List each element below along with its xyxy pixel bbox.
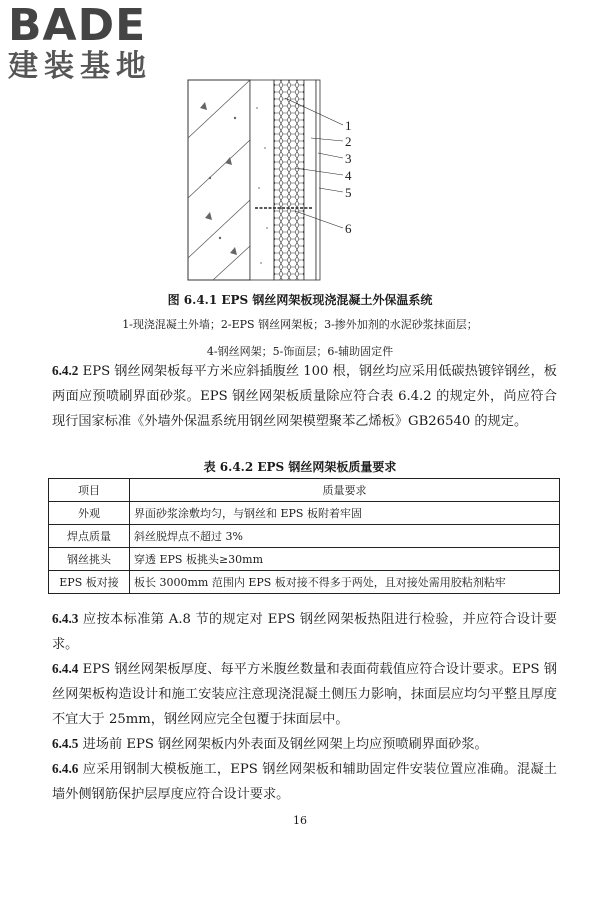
- clause-text: EPS 钢丝网架板每平方米应斜插腹丝 100 根，钢丝均应采用低碳热镀锌钢丝，板两面应预喷刷界面砂浆。EPS 钢丝网架板质量除应符合表 6.4.2 的规定外，尚应符合现行国家标准《外墙外保温系统用钢丝网架模塑聚苯乙烯板》GB26540 的规定。: [52, 364, 557, 429]
- clause-number: 6.4.6: [52, 761, 79, 776]
- cell-item: 外观: [49, 502, 130, 525]
- table-row: [49, 571, 560, 594]
- callout-4: 4: [345, 168, 352, 183]
- figure-caption: 图 6.4.1 EPS 钢丝网架板现浇混凝土外保温系统: [167, 293, 433, 307]
- figure-legend-line-2: 4-钢丝网架；5-饰面层；6-辅助固定件: [206, 345, 394, 358]
- cell-item: 钢丝挑头: [49, 548, 130, 571]
- wall-section-diagram: [185, 78, 385, 283]
- clause-number: 6.4.4: [52, 661, 79, 676]
- header-requirement: 质量要求: [130, 479, 560, 502]
- finish-layer: [316, 80, 320, 280]
- clause-number: 6.4.3: [52, 611, 79, 626]
- clause-6-4-2: [52, 358, 557, 434]
- logo-wordmark: BADE: [8, 0, 147, 51]
- table-caption: 表 6.4.2 EPS 钢丝网架板质量要求: [203, 460, 397, 474]
- figure-legend-line-1: 1-现浇混凝土外墙；2-EPS 钢丝网架板；3-掺外加剂的水泥砂浆抹面层；: [122, 318, 478, 331]
- callout-6: 6: [345, 221, 352, 236]
- logo-chinese-name: 建装基地: [8, 49, 152, 84]
- concrete-wall: [188, 80, 250, 280]
- callout-1: 1: [345, 118, 352, 133]
- table-row: [49, 525, 560, 548]
- callout-5: 5: [345, 185, 352, 200]
- header-item: 项目: [49, 479, 130, 502]
- cell-requirement: 斜丝脱焊点不超过 3%: [130, 525, 560, 548]
- page-number: 16: [293, 814, 307, 827]
- table-row: [49, 548, 560, 571]
- wire-mesh-layer: [274, 80, 304, 280]
- cell-item: EPS 板对接: [49, 571, 130, 594]
- eps-board: [250, 80, 274, 280]
- cell-requirement: 界面砂浆涂敷均匀，与钢丝和 EPS 板附着牢固: [130, 502, 560, 525]
- clause-text: EPS 钢丝网架板厚度、每平方米腹丝数量和表面荷载值应符合设计要求。EPS 钢丝网架板构造设计和施工安装应注意现浇混凝土侧压力影响，抹面层应均匀平整且厚度不宜大于 25mm，钢丝网应完全包覆于抹面层中。: [52, 662, 557, 727]
- table-header-row: [49, 479, 560, 502]
- table-row: [49, 502, 560, 525]
- clause-number: 6.4.5: [52, 736, 79, 751]
- cell-item: 焊点质量: [49, 525, 130, 548]
- mortar-layer: [304, 80, 316, 280]
- callout-3: 3: [345, 151, 352, 166]
- cell-requirement: 板长 3000mm 范围内 EPS 板对接不得多于两处，且对接处需用胶粘剂粘牢: [130, 571, 560, 594]
- clause-number: 6.4.2: [52, 363, 79, 378]
- clause-6-4-5: [52, 731, 557, 757]
- quality-requirements-table: [48, 478, 560, 594]
- clause-text: 应采用钢制大模板施工，EPS 钢丝网架板和辅助固定件安装位置应准确。混凝土墙外侧钢筋保护层厚度应符合设计要求。: [52, 762, 557, 802]
- clause-6-4-4: [52, 656, 557, 732]
- callout-2: 2: [345, 134, 352, 149]
- clause-text: 进场前 EPS 钢丝网架板内外表面及钢丝网架上均应预喷刷界面砂浆。: [78, 737, 488, 752]
- cell-requirement: 穿透 EPS 板挑头≥30mm: [130, 548, 560, 571]
- clause-6-4-3: [52, 606, 557, 657]
- clause-text: 应按本标准第 A.8 节的规定对 EPS 钢丝网架板热阻进行检验，并应符合设计要求。: [52, 612, 557, 652]
- clause-6-4-6: [52, 756, 557, 807]
